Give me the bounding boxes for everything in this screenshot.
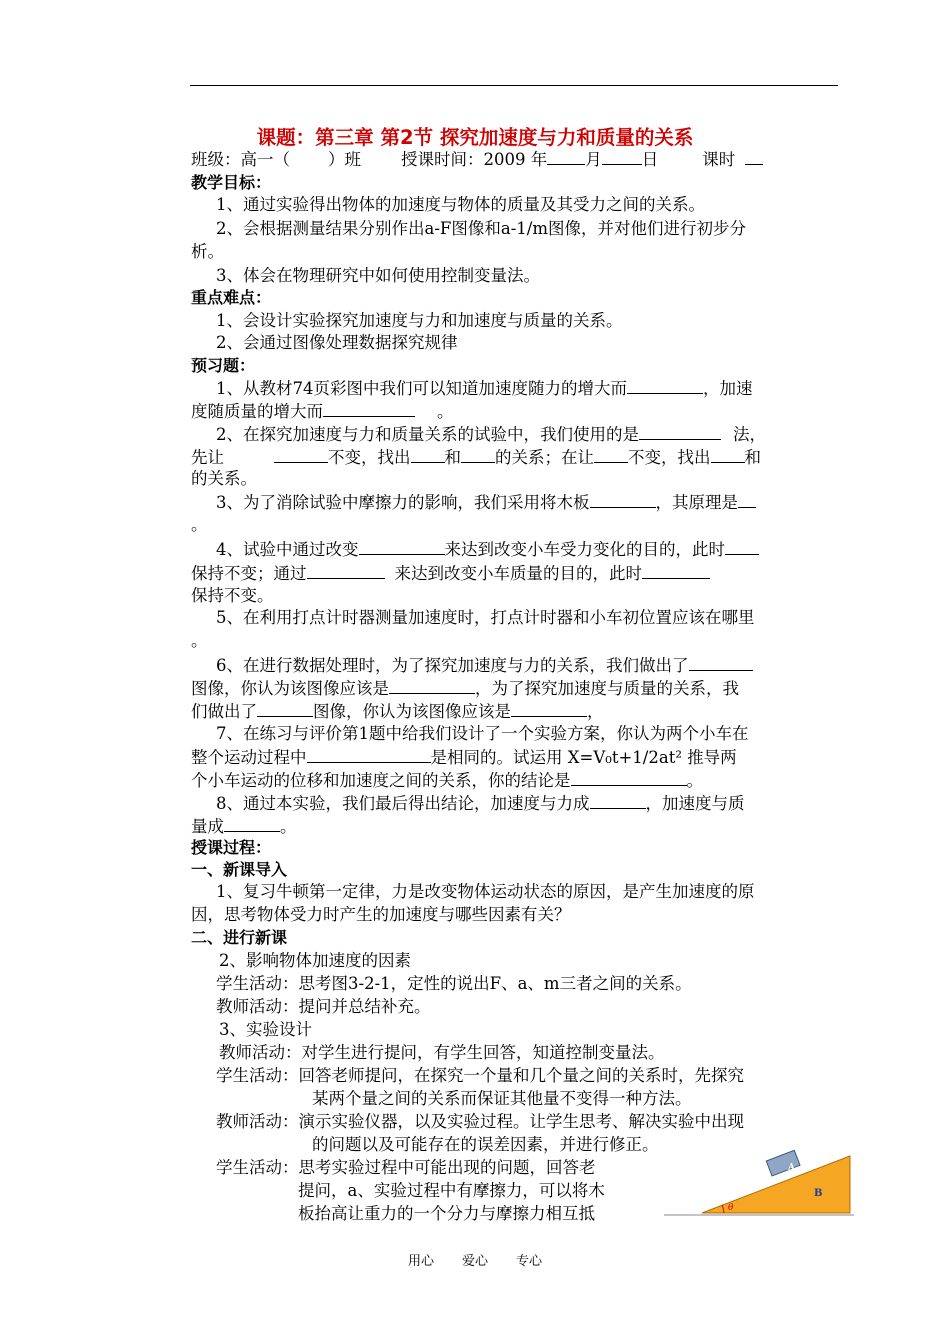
blank [389, 676, 475, 694]
sub-3-student-1: 学生活动：回答老师提问，在探究一个量和几个量之间的关系时，先探究 [216, 1066, 744, 1085]
blank [323, 399, 415, 417]
goal-1: 1、通过实验得出物体的加速度与物体的质量及其受力之间的关系。 [216, 195, 705, 214]
key-2: 2、会通过图像处理数据探究规律 [216, 333, 458, 352]
blank [571, 768, 687, 786]
page-title: 课题：第三章 第2节 探究加速度与力和质量的关系 [256, 126, 694, 149]
pre-q3: 3、为了消除试验中摩擦力的影响，我们采用将木板 ，其原理是 [216, 490, 756, 514]
incline-figure [662, 1148, 858, 1220]
sub-3-teacher-2: 教师活动：演示实验仪器，以及实验过程。让学生思考、解决实验中出现 [216, 1112, 744, 1131]
section-1-text: 1、复习牛顿第一定律，力是改变物体运动状态的原因，是产生加速度的原 [216, 882, 755, 901]
blank [590, 490, 656, 508]
sub-2-student: 学生活动：思考图3-2-1，定性的说出F、a、m三者之间的关系。 [216, 974, 692, 993]
block-a-label: A [788, 1163, 795, 1173]
blank [711, 445, 745, 463]
pre-q4-cont: 保持不变；通过 来达到改变小车质量的目的，此时 [191, 561, 710, 585]
sub-3-student-2-cont: 提问，a、实验过程中有摩擦力，可以将木 [298, 1181, 605, 1200]
key-1: 1、会设计实验探究加速度与力和加速度与质量的关系。 [216, 311, 623, 330]
blank [461, 445, 495, 463]
pre-q1: 1、从教材74页彩图中我们可以知道加速度随力的增大而 ，加速 [216, 376, 753, 400]
section-1-text-cont: 因，思考物体受力时产生的加速度与哪些因素有关？ [191, 905, 571, 924]
footer-item: 专心 [516, 1254, 543, 1269]
pre-q3-end: 。 [191, 515, 208, 534]
blank [274, 445, 328, 463]
pre-q8: 8、通过本实验，我们最后得出结论，加速度与力成 ，加速度与质 [216, 791, 745, 815]
blank [594, 445, 628, 463]
pre-q5-end: 。 [191, 631, 208, 650]
key-heading: 重点难点： [191, 288, 272, 307]
goals-heading: 教学目标： [191, 173, 272, 192]
sub-3-title: 3、实验设计 [219, 1020, 312, 1039]
sub-2-teacher: 教师活动：提问并总结补充。 [216, 997, 431, 1016]
section-1-heading: 一、新课导入 [191, 860, 288, 879]
pre-q7: 7、在练习与评价第1题中给我们设计了一个实验方案，你认为两个小车在 [216, 724, 749, 743]
sub-3-teacher-2-cont: 的问题以及可能存在的误差因素，并进行修正。 [312, 1135, 659, 1154]
blank [307, 745, 431, 763]
blank [359, 537, 445, 555]
footer-item: 用心 [407, 1254, 434, 1269]
process-heading: 授课过程： [191, 838, 272, 857]
pre-q2-end: 的关系。 [191, 469, 257, 488]
pre-q1-cont: 度随质量的增大而 。 [191, 399, 454, 423]
sub-2-title: 2、影响物体加速度的因素 [219, 951, 411, 970]
blank [639, 422, 721, 440]
section-2-heading: 二、进行新课 [191, 928, 288, 947]
pre-q8-end: 量成 。 [191, 814, 297, 838]
blank [547, 147, 585, 165]
pre-q5: 5、在利用打点计时器测量加速度时，打点计时器和小车初位置应该在哪里 [216, 608, 755, 627]
sub-3-student-2-end: 板抬高让重力的一个分力与摩擦力相互抵 [298, 1204, 595, 1223]
blank [411, 445, 445, 463]
sub-3-teacher-1: 教师活动：对学生进行提问，有学生回答，知道控制变量法。 [219, 1043, 665, 1062]
blank [224, 814, 280, 832]
pre-q6-cont: 图像，你认为该图像应该是 ，为了探究加速度与质量的关系，我 [191, 676, 739, 700]
goal-2: 2、会根据测量结果分别作出a-F图像和a-1/m图像，并对他们进行初步分 [216, 219, 746, 238]
blank [725, 537, 759, 555]
blank [745, 147, 763, 165]
blank [689, 653, 753, 671]
angle-label: θ [728, 1203, 734, 1213]
pre-q7-cont: 整个运动过程中 是相同的。试运用 X=V₀t+1/2at² 推导两 [191, 745, 737, 769]
pre-q2-cont: 先让 不变，找出 和 的关系；在让 不变，找出 和 [191, 445, 761, 469]
blank [511, 699, 587, 717]
pre-q2: 2、在探究加速度与力和质量关系的试验中，我们使用的是 法， [216, 422, 766, 446]
goal-3: 3、体会在物理研究中如何使用控制变量法。 [216, 266, 540, 285]
blank [627, 376, 703, 394]
pre-q4: 4、试验中通过改变 来达到改变小车受力变化的目的，此时 [216, 537, 759, 561]
footer-item: 爱心 [461, 1254, 488, 1269]
sub-3-student-1-cont: 某两个量之间的关系而保证其他量不变得一种方法。 [312, 1089, 692, 1108]
blank [642, 561, 710, 579]
blank [257, 699, 313, 717]
goal-2-cont: 析。 [191, 242, 224, 261]
blank [738, 490, 756, 508]
pre-q7-end: 个小车运动的位移和加速度之间的关系，你的结论是 。 [191, 768, 703, 792]
header-rule [190, 85, 838, 86]
pre-q6: 6、在进行数据处理时，为了探究加速度与力的关系，我们做出了 [216, 653, 753, 677]
blank [590, 791, 646, 809]
sub-3-student-2: 学生活动：思考实验过程中可能出现的问题，回答老 [216, 1158, 596, 1177]
wedge-label-b: B [814, 1188, 823, 1199]
pre-q4-end: 保持不变。 [191, 586, 274, 605]
page-footer [0, 1250, 950, 1269]
blank [602, 147, 642, 165]
pre-heading: 预习题： [191, 356, 256, 375]
info-line: 班级：高一（ ）班 授课时间：2009 年 月 日 课时 [191, 147, 763, 171]
pre-q6-end: 们做出了 图像，你认为该图像应该是 ， [191, 699, 604, 723]
blank [307, 561, 385, 579]
